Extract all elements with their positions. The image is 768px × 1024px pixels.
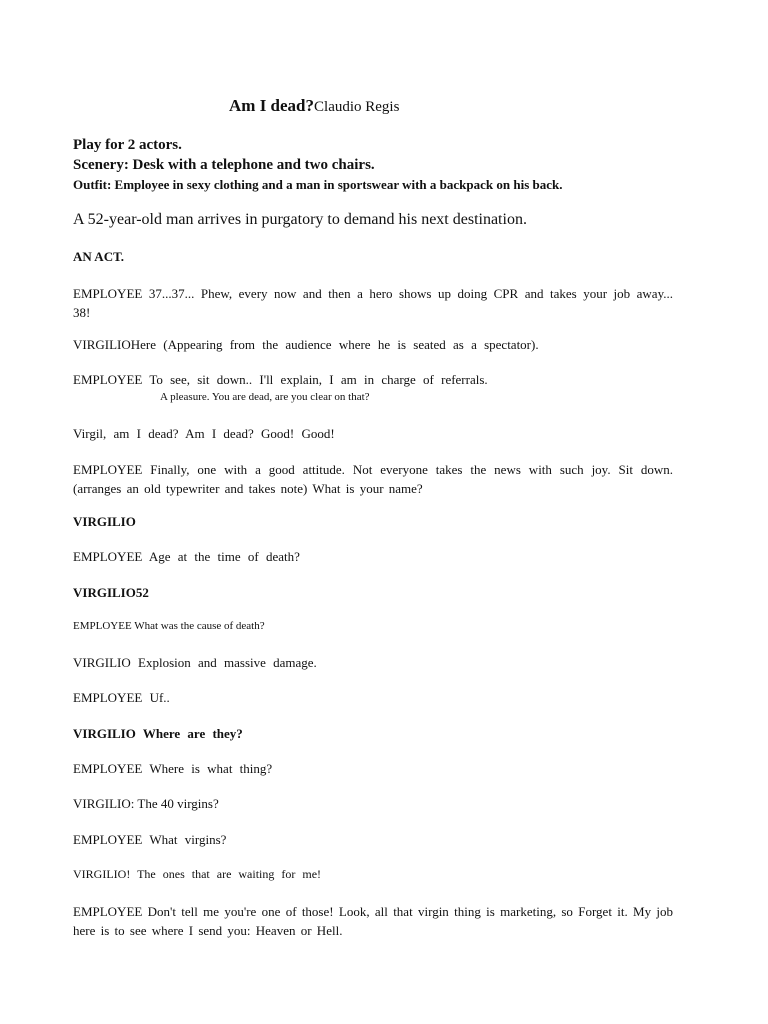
dialogue-line: VIRGILIO! The ones that are waiting for me!: [73, 867, 322, 881]
actors-line: Play for 2 actors.: [73, 137, 182, 153]
title-main: Am I dead?: [229, 96, 315, 115]
author-name: Claudio Regis: [314, 99, 400, 115]
dialogue-line: VIRGILIOHere (Appearing from the audience where he is seated as a spectator).: [73, 337, 539, 352]
act-heading: AN ACT.: [73, 249, 125, 264]
dialogue-line: EMPLOYEE To see, sit down.. I'll explain, I am in charge of referrals.: [73, 372, 488, 387]
dialogue-line: EMPLOYEE Where is what thing?: [73, 761, 273, 776]
dialogue-line: EMPLOYEE What virgins?: [73, 832, 227, 847]
dialogue-line: EMPLOYEE Don't tell me you're one of those! Look, all that virgin thing is marketing, so Forget it. My job here is to see where I send you: Heaven or Hell.: [73, 904, 673, 938]
synopsis: A 52-year-old man arrives in purgatory to demand his next destination.: [73, 211, 527, 228]
outfit-line: Outfit: Employee in sexy clothing and a man in sportswear with a backpack on his back.: [73, 177, 563, 192]
dialogue-line: EMPLOYEE Age at the time of death?: [73, 549, 300, 564]
dialogue-line: VIRGILIO52: [73, 585, 149, 600]
dialogue-line: EMPLOYEE 37...37... Phew, every now and then a hero shows up doing CPR and takes your job away... 38!: [73, 286, 673, 320]
scenery-line: Scenery: Desk with a telephone and two chairs.: [73, 157, 375, 173]
dialogue-line: EMPLOYEE Uf..: [73, 690, 170, 705]
dialogue-line: EMPLOYEE Finally, one with a good attitude. Not everyone takes the news with such joy. Sit down. (arranges an old typewriter and takes note) What is your name?: [73, 462, 673, 496]
dialogue-line: VIRGILIO Explosion and massive damage.: [73, 655, 317, 670]
dialogue-line: VIRGILIO Where are they?: [73, 726, 243, 741]
dialogue-line: VIRGILIO: The 40 virgins?: [73, 796, 219, 811]
dialogue-line: A pleasure. You are dead, are you clear on that?: [160, 391, 370, 403]
play-title: [229, 96, 768, 116]
dialogue-line: VIRGILIO: [73, 514, 136, 529]
dialogue-line: EMPLOYEE What was the cause of death?: [73, 620, 265, 632]
dialogue-line: Virgil, am I dead? Am I dead? Good! Good!: [73, 426, 335, 441]
